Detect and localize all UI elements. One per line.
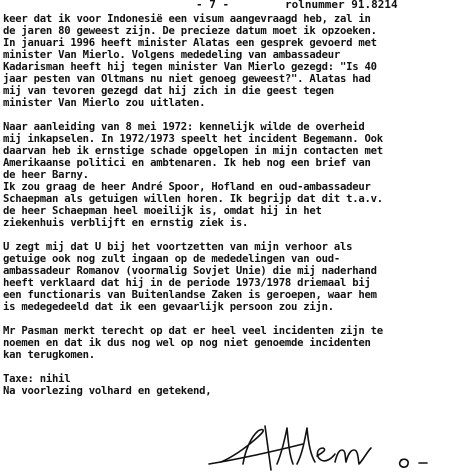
text-line: Mr Pasman merkt terecht op dat er heel veel incidenten zijn te <box>3 325 383 337</box>
text-line: de heer Schaepman heel moeilijk is, omdat hij in het <box>3 205 322 217</box>
roll-number: rolnummer 91.8214 <box>285 0 398 11</box>
text-line: In januari 1996 heeft minister Alatas een gesprek gevoerd met <box>3 37 377 49</box>
signature-e-stroke <box>317 448 335 461</box>
text-line: de heer Barny. <box>3 169 89 181</box>
text-line: daarvan heb ik ernstige schade opgelopen in mijn contacten met <box>3 145 383 157</box>
paragraph-begemann-witnesses <box>3 121 448 229</box>
text-line: Naar aanleiding van 8 mei 1972: kennelijk wilde de overheid <box>3 121 365 133</box>
paragraph-visa-alatas <box>3 13 448 109</box>
paragraph-pasman <box>3 325 448 361</box>
paragraph-gap <box>3 313 448 325</box>
text-line: U zegt mij dat U bij het voortzetten van mijn verhoor als <box>3 241 353 253</box>
text-line: Amerikaanse politici en ambtenaren. Ik heb nog een brief van <box>3 157 371 169</box>
text-line: de jaren 80 geweest zijn. De precieze datum moet ik opzoeken. <box>3 25 377 37</box>
paragraph-closing <box>3 373 448 397</box>
page-number: - 7 - <box>196 0 230 11</box>
paragraph-gap <box>3 109 448 121</box>
signature-l1-stroke <box>277 428 293 464</box>
signature-dot-stroke <box>400 459 409 467</box>
text-line: is medegedeeld dat ik een gevaarlijk persoon zou zijn. <box>3 301 334 313</box>
page-header <box>0 0 450 14</box>
signature-m-stroke <box>335 448 371 464</box>
paragraph-gap <box>3 361 448 373</box>
text-line: getuige ook nog zult ingaan op de mededelingen van oud- <box>3 253 341 265</box>
text-line: ziekenhuis verblijft en ernstig ziek is. <box>3 217 249 229</box>
text-line: Na voorlezing volhard en getekend, <box>3 385 212 397</box>
text-line: mij van tevoren gezegd dat hij zich in die geest tegen <box>3 85 334 97</box>
text-line: een functionaris van Buitenlandse Zaken is geroepen, waar hem <box>3 289 377 301</box>
text-line: noemen en dat ik dus nog wel op nog niet genoemde incidenten <box>3 337 371 349</box>
text-line: jaar pesten van Oltmans nu niet genoeg geweest?". Alatas had <box>3 73 371 85</box>
text-line: kan terugkomen. <box>3 349 95 361</box>
text-line: ambassadeur Romanov (voormalig Sovjet Unie) die mij naderhand <box>3 265 377 277</box>
statement-body <box>3 13 448 397</box>
text-line: keer dat ik voor Indonesië een visum aangevraagd heb, zal in <box>3 13 371 25</box>
paragraph-romanov <box>3 241 448 313</box>
text-line: Ik zou graag de heer André Spoor, Hofland en oud-ambassadeur <box>3 181 371 193</box>
text-line: Kadarisman heeft hij tegen minister Van Mierlo gezegd: "Is 40 <box>3 61 377 73</box>
text-line: Schaepman als getuigen willen horen. Ik begrijp dat dit t.a.v. <box>3 193 383 205</box>
text-line: mij inkapselen. In 1972/1973 speelt het incident Begemann. Ook <box>3 133 383 145</box>
signature-stem-stroke <box>265 426 271 470</box>
signature-l2-stroke <box>297 428 315 464</box>
text-line: heeft verklaard dat hij in de periode 1973/1978 driemaal bij <box>3 277 371 289</box>
text-line: Taxe: nihil <box>3 373 71 385</box>
handwritten-signature <box>205 418 445 475</box>
text-line: minister Van Mierlo. Volgens mededeling van ambassadeur <box>3 49 341 61</box>
text-line: minister Van Mierlo zou uitlaten. <box>3 97 206 109</box>
signature-initial-stroke <box>221 430 263 464</box>
paragraph-gap <box>3 229 448 241</box>
